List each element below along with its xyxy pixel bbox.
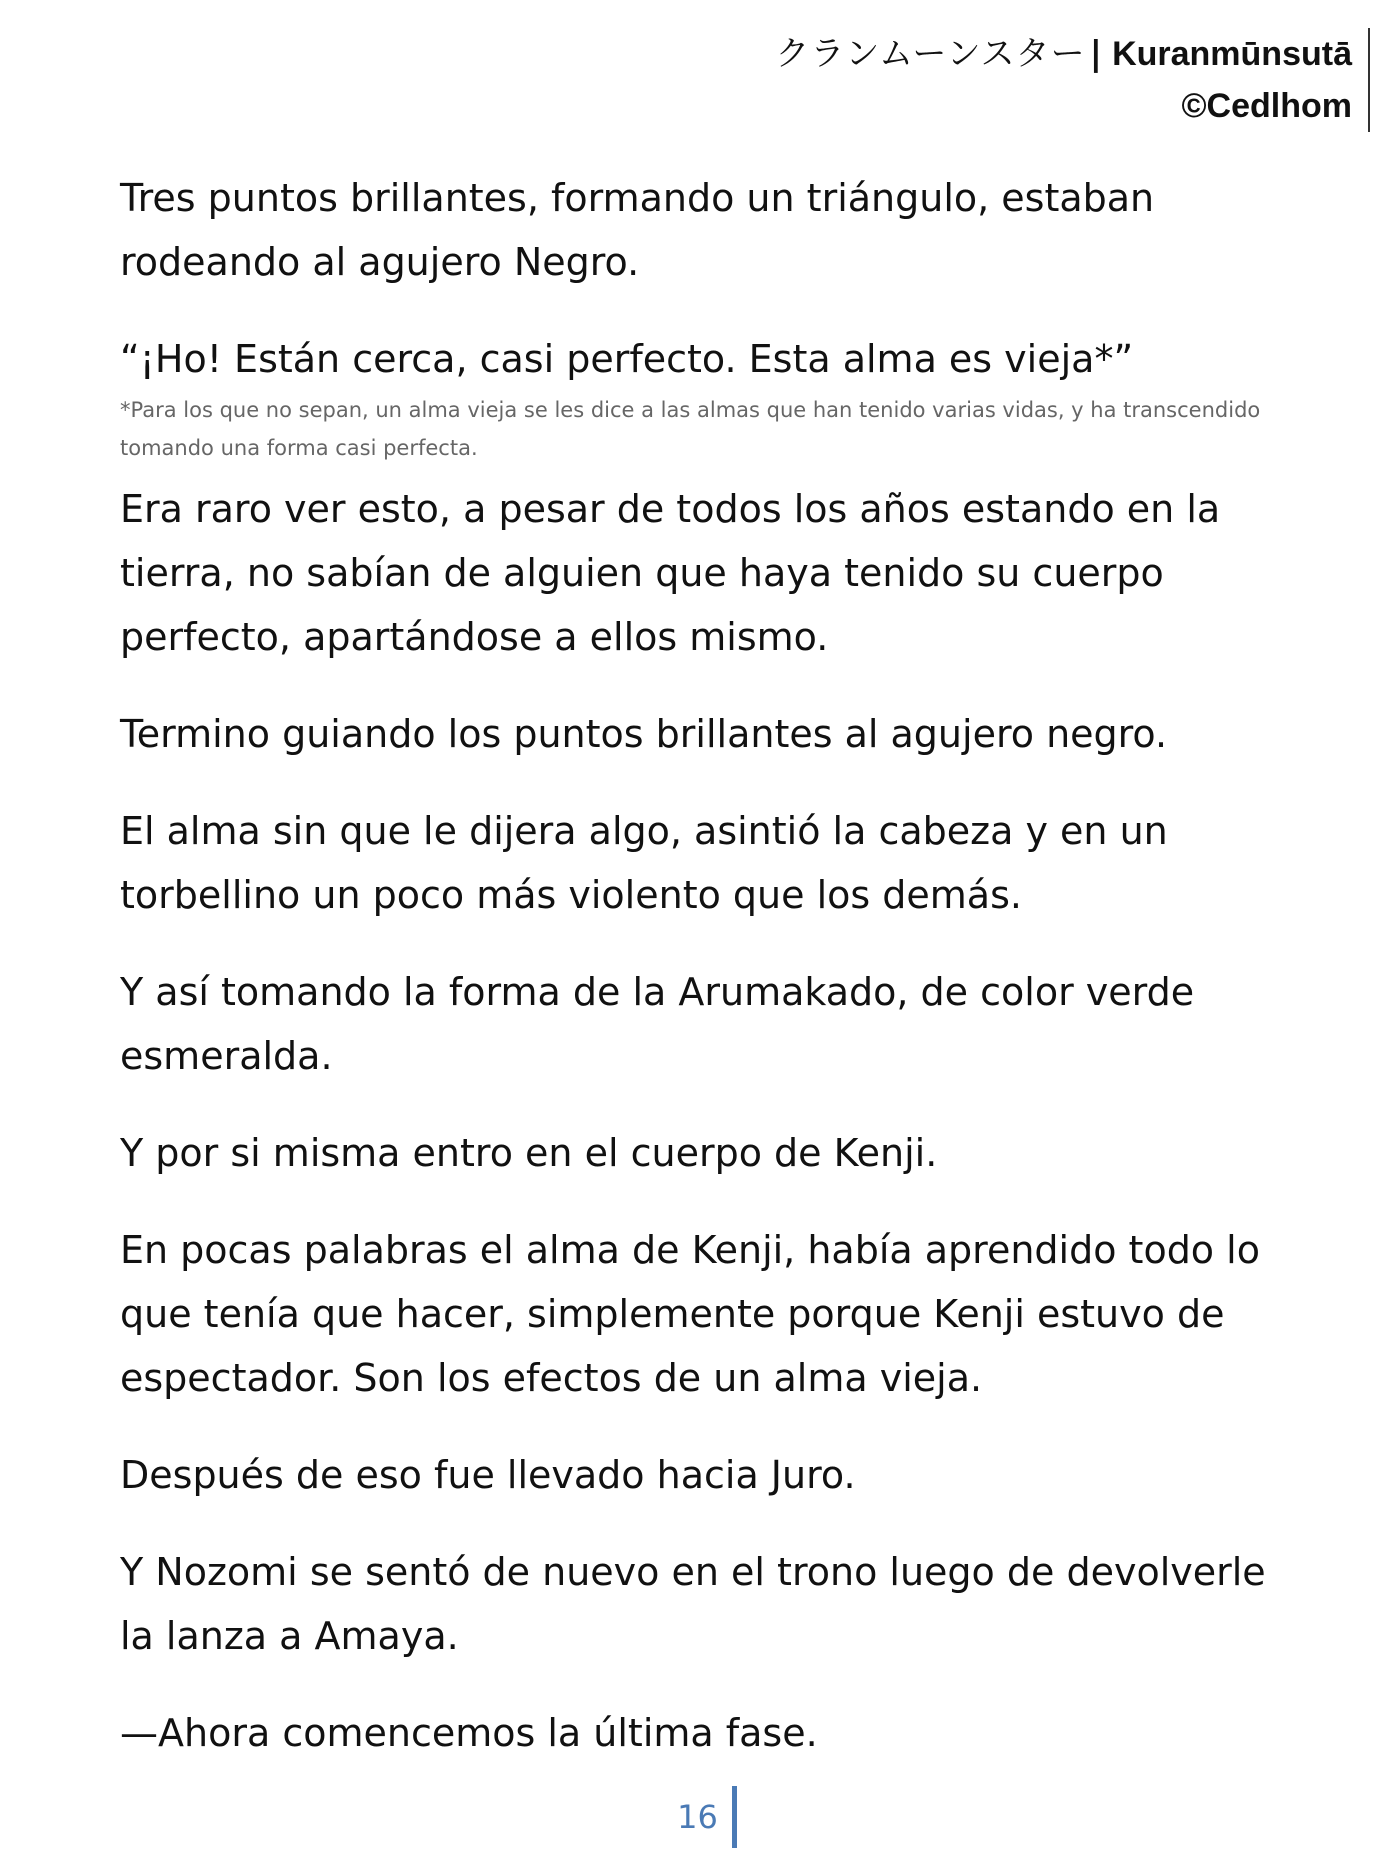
japanese-title: クランムーンスター [775,34,1086,74]
paragraph: “¡Ho! Están cerca, casi perfecto. Esta alma es vieja*” [120,337,1134,381]
paragraph: Termino guiando los puntos brillantes al agujero negro. [120,712,1168,756]
page-number: 16 [677,1786,737,1848]
paragraph: Tres puntos brillantes, formando un triángulo, estaban rodeando al agujero Negro. [120,176,1155,284]
paragraph: Y Nozomi se sentó de nuevo en el trono luego de devolverle la lanza a Amaya. [120,1550,1266,1658]
paragraph: En pocas palabras el alma de Kenji, había aprendido todo lo que tenía que hacer, simplemente porque Kenji estuvo de espectador. Son los efectos de un alma vieja. [120,1228,1260,1400]
paragraph: Después de eso fue llevado hacia Juro. [120,1453,856,1497]
paragraph: Y por si misma entro en el cuerpo de Kenji. [120,1131,938,1175]
title-separator: | [1089,34,1103,74]
copyright-notice: ©Cedlhom [1181,87,1352,125]
page-body [120,166,1300,1798]
paragraph: Y así tomando la forma de la Arumakado, de color verde esmeralda. [120,970,1195,1078]
footnote: *Para los que no sepan, un alma vieja se les dice a las almas que han tenido varias vidas, y ha transcendido tomando una forma casi perfecta. [120,398,1261,460]
running-header [775,28,1370,132]
header-title-line [775,28,1352,80]
paragraph: El alma sin que le dijera algo, asintió la cabeza y en un torbellino un poco más violento que los demás. [120,809,1168,917]
romaji-title: Kuranmūnsutā [1112,35,1352,73]
page-footer [0,1786,1400,1848]
paragraph: —Ahora comencemos la última fase. [120,1711,818,1755]
paragraph: Era raro ver esto, a pesar de todos los años estando en la tierra, no sabían de alguien que haya tenido su cuerpo perfecto, apartándose a ellos mismo. [120,487,1221,659]
